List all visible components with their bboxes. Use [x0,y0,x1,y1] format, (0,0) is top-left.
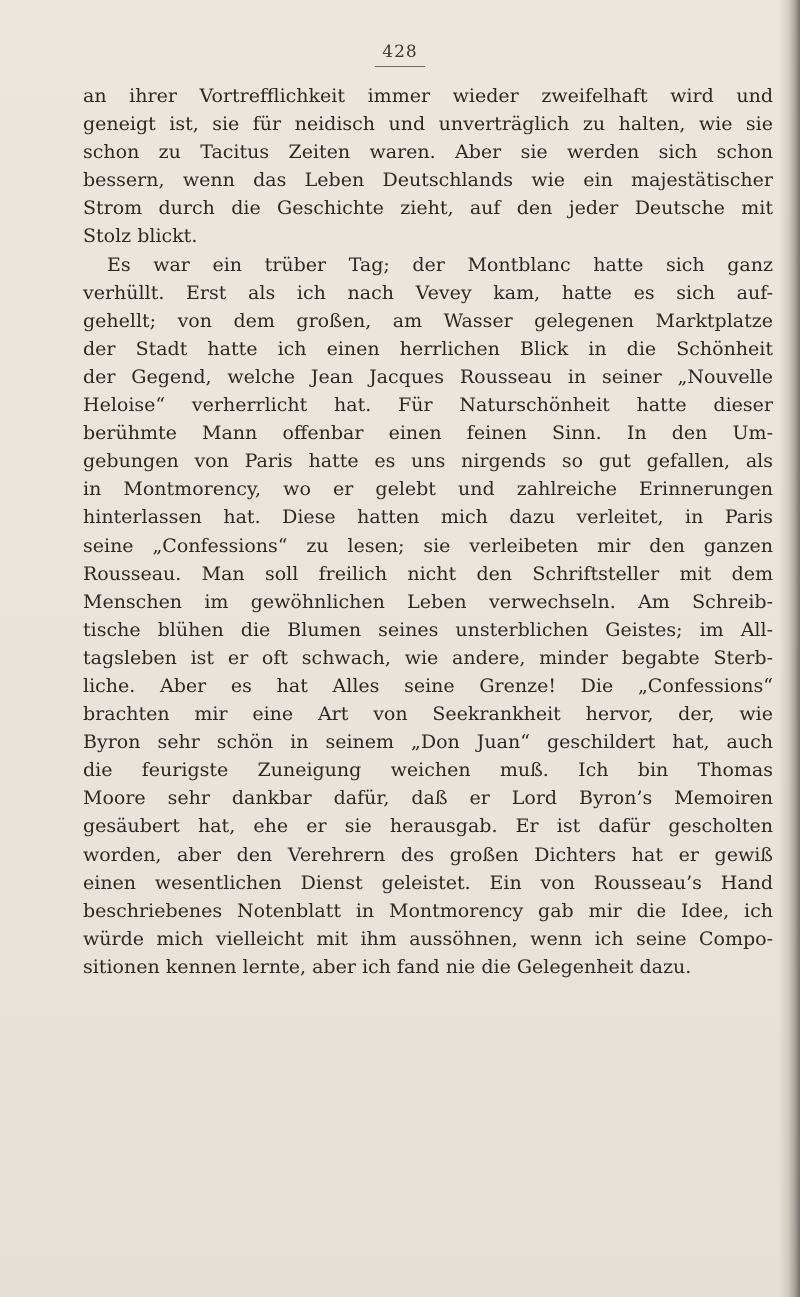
text-line: Strom durch die Geschichte zieht, auf den jeder Deutsche mit [83,197,773,220]
text-line: würde mich vielleicht mit ihm aussöhnen, wenn ich seine Compo- [83,927,773,950]
page-edge-shadow [778,0,800,1297]
text-line: tagsleben ist er oft schwach, wie andere, minder begabte Sterb- [83,646,773,669]
text-line: Byron sehr schön in seinem „Don Juan“ geschildert hat, auch [83,731,773,754]
body-text [83,82,773,981]
text-line: gebungen von Paris hatte es uns nirgends so gut gefallen, als [83,450,773,473]
text-line: Heloise“ verherrlicht hat. Für Naturschönheit hatte dieser [83,394,773,417]
text-line: sitionen kennen lernte, aber ich fand nie die Gelegenheit dazu. [83,955,692,978]
text-line: Stolz blickt. [83,225,198,248]
text-line: der Stadt hatte ich einen herrlichen Blick in die Schönheit [83,337,773,360]
text-line: brachten mir eine Art von Seekrankheit hervor, der, wie [83,703,773,726]
text-line: berühmte Mann offenbar einen feinen Sinn. In den Um- [83,422,773,445]
text-line: liche. Aber es hat Alles seine Grenze! Die „Confessions“ [83,674,773,697]
text-line: schon zu Tacitus Zeiten waren. Aber sie werden sich schon [83,141,773,164]
text-line: der Gegend, welche Jean Jacques Rousseau in seiner „Nouvelle [83,365,773,388]
text-line: die feurigste Zuneigung weichen muß. Ich bin Thomas [83,759,773,782]
text-line: geneigt ist, sie für neidisch und unverträglich zu halten, wie sie [83,113,773,136]
text-line: Moore sehr dankbar dafür, daß er Lord Byron’s Memoiren [83,787,773,810]
text-line: verhüllt. Erst als ich nach Vevey kam, hatte es sich auf- [83,281,773,304]
text-line: beschriebenes Notenblatt in Montmorency gab mir die Idee, ich [83,899,773,922]
text-line: Es war ein trüber Tag; der Montblanc hatte sich ganz [107,253,773,276]
text-line: in Montmorency, wo er gelebt und zahlreiche Erinnerungen [83,478,773,501]
text-line: Rousseau. Man soll freilich nicht den Schriftsteller mit dem [83,562,773,585]
text-line: an ihrer Vortrefflichkeit immer wieder zweifelhaft wird und [83,85,773,107]
text-line: einen wesentlichen Dienst geleistet. Ein von Rousseau’s Hand [83,871,773,894]
page-number: 428 [382,42,418,62]
text-line: hinterlassen hat. Diese hatten mich dazu verleitet, in Paris [83,506,773,529]
text-line: seine „Confessions“ zu lesen; sie verleibeten mir den ganzen [83,534,773,557]
text-line: tische blühen die Blumen seines unsterblichen Geistes; im All- [83,618,773,641]
text-line: gehellt; von dem großen, am Wasser gelegenen Marktplatze [83,309,773,332]
text-line: gesäubert hat, ehe er sie herausgab. Er ist dafür gescholten [83,815,773,838]
text-line: worden, aber den Verehrern des großen Dichters hat er gewiß [83,843,773,866]
text-line: Menschen im gewöhnlichen Leben verwechseln. Am Schreib- [83,590,773,613]
text-line: bessern, wenn das Leben Deutschlands wie ein majestätischer [83,169,773,192]
page-number-rule [375,66,425,67]
